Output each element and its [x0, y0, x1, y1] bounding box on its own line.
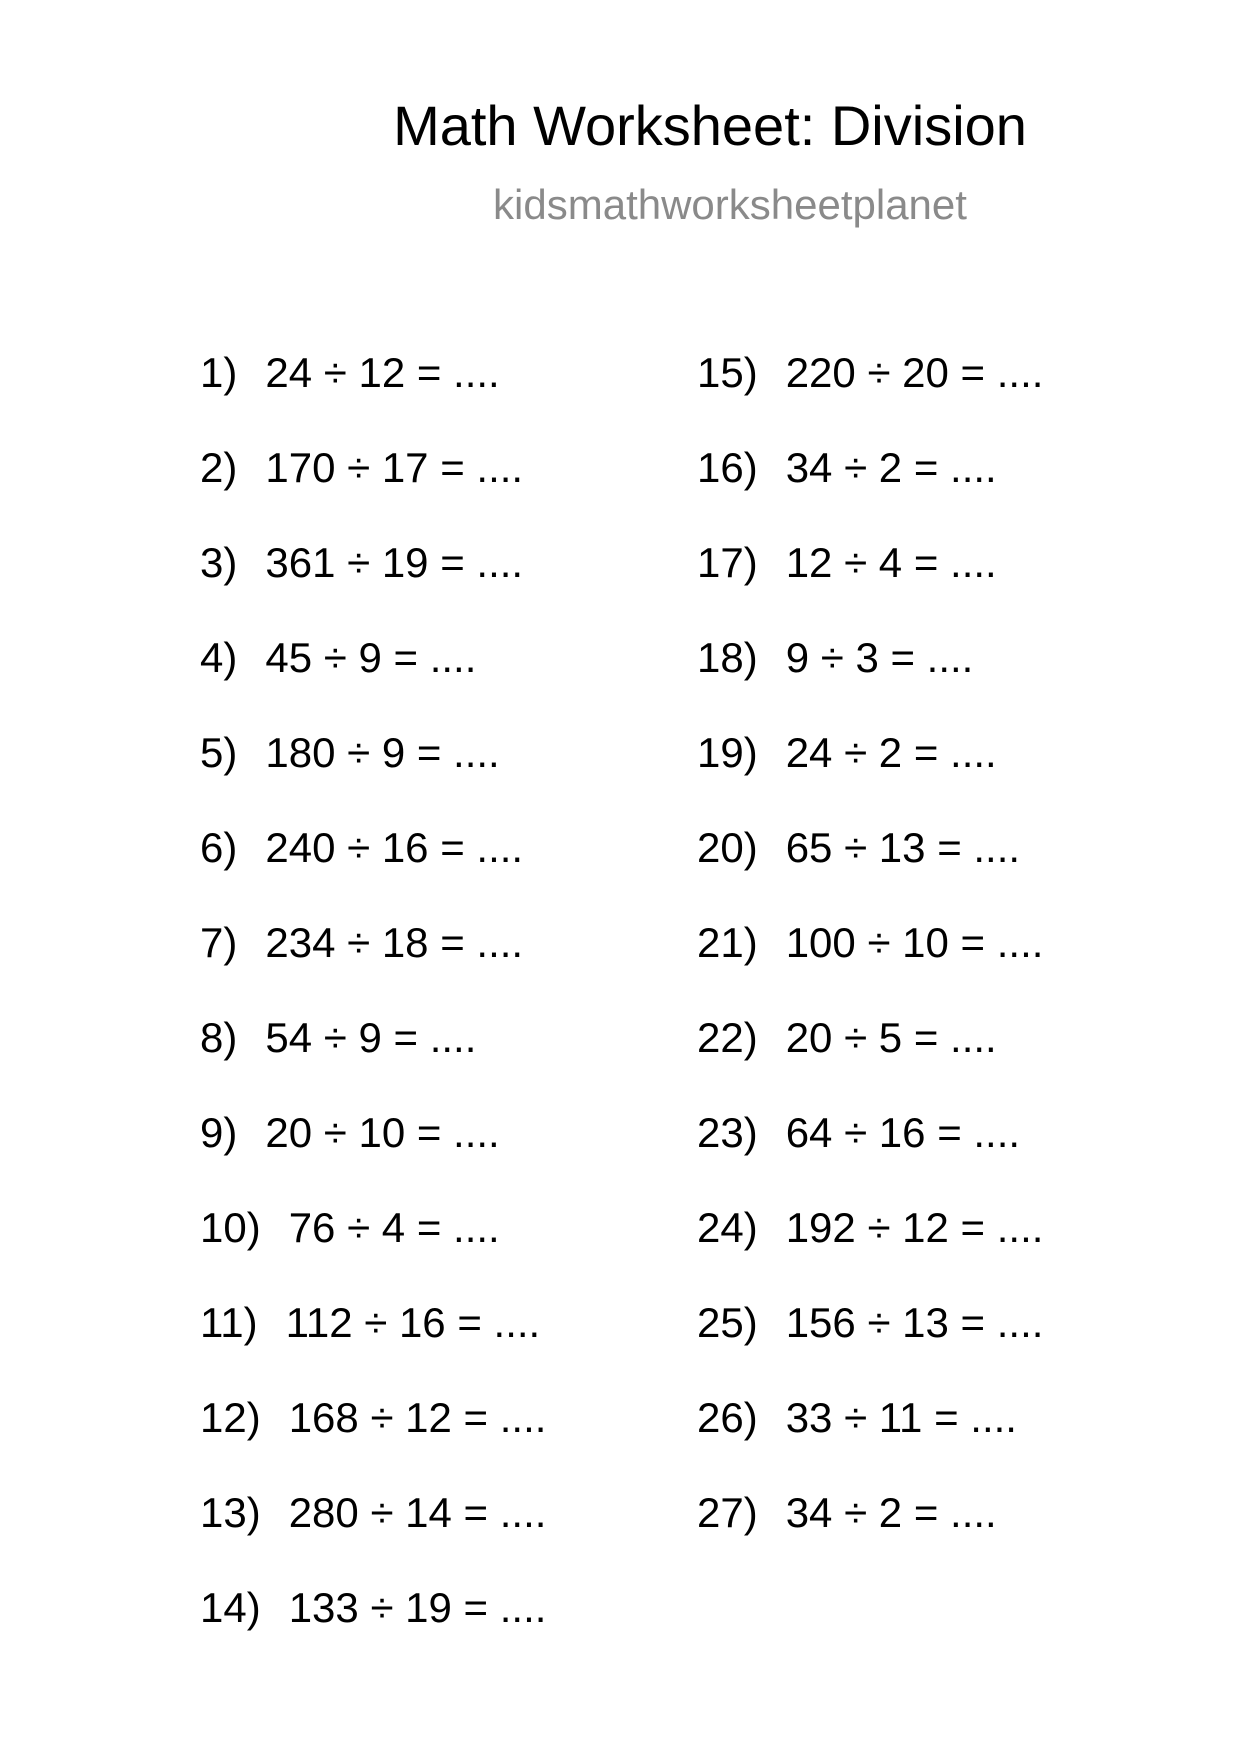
problem-number: 8) — [200, 1014, 238, 1061]
problem-expression: 20 ÷ 10 = .... — [265, 1109, 500, 1156]
problem-row — [697, 634, 1043, 732]
problem-expression: 170 ÷ 17 = .... — [265, 444, 524, 491]
problem-number: 4) — [200, 634, 238, 681]
problem-expression: 220 ÷ 20 = .... — [785, 349, 1044, 396]
problem-number: 6) — [200, 824, 238, 871]
problem-row — [697, 1394, 1043, 1492]
problem-expression: 156 ÷ 13 = .... — [785, 1299, 1044, 1346]
problem-expression: 9 ÷ 3 = .... — [785, 634, 974, 681]
problem-number: 25) — [697, 1299, 758, 1346]
problem-number: 11) — [200, 1299, 258, 1346]
problem-row — [200, 1489, 547, 1587]
problem-row — [697, 824, 1043, 922]
problem-row — [697, 919, 1044, 1017]
problem-expression: 100 ÷ 10 = .... — [785, 919, 1044, 966]
problem-expression: 180 ÷ 9 = .... — [265, 729, 500, 776]
problem-row — [697, 1204, 1044, 1302]
problem-expression: 64 ÷ 16 = .... — [785, 1109, 1021, 1156]
problem-row — [200, 1014, 546, 1112]
problem-expression: 12 ÷ 4 = .... — [785, 539, 997, 586]
problem-expression: 20 ÷ 5 = .... — [785, 1014, 997, 1061]
problem-number: 22) — [697, 1014, 758, 1061]
problem-number: 16) — [697, 444, 758, 491]
problem-expression: 240 ÷ 16 = .... — [265, 824, 524, 871]
problem-list-left — [200, 349, 547, 1682]
problem-row — [697, 1299, 1044, 1397]
problem-number: 14) — [200, 1584, 261, 1631]
problem-row — [200, 634, 546, 732]
problem-number: 27) — [697, 1489, 758, 1536]
problem-expression: 133 ÷ 19 = .... — [288, 1584, 547, 1631]
problem-expression: 24 ÷ 12 = .... — [265, 349, 500, 396]
problem-number: 10) — [200, 1204, 261, 1251]
problem-number: 23) — [697, 1109, 758, 1156]
problem-number: 26) — [697, 1394, 758, 1441]
problem-row — [200, 539, 546, 637]
problem-expression: 361 ÷ 19 = .... — [265, 539, 524, 586]
page-title: Math Worksheet: Division — [393, 94, 1027, 157]
problem-row — [697, 729, 1043, 827]
problem-number: 9) — [200, 1109, 238, 1156]
problem-expression: 168 ÷ 12 = .... — [288, 1394, 547, 1441]
problem-expression: 76 ÷ 4 = .... — [288, 1204, 500, 1251]
problem-expression: 54 ÷ 9 = .... — [265, 1014, 477, 1061]
problem-expression: 34 ÷ 2 = .... — [785, 1489, 997, 1536]
problem-row — [200, 919, 546, 1017]
problem-number: 7) — [200, 919, 238, 966]
problem-row — [697, 1109, 1043, 1207]
problem-list-right — [697, 349, 1044, 1587]
problem-number: 19) — [697, 729, 758, 776]
problem-number: 21) — [697, 919, 758, 966]
problem-number: 17) — [697, 539, 758, 586]
problem-number: 15) — [697, 349, 758, 396]
problem-row — [200, 1204, 546, 1302]
problem-number: 18) — [697, 634, 758, 681]
problem-number: 24) — [697, 1204, 758, 1251]
problem-row — [200, 824, 546, 922]
problem-expression: 280 ÷ 14 = .... — [288, 1489, 547, 1536]
problem-expression: 34 ÷ 2 = .... — [785, 444, 997, 491]
problem-expression: 24 ÷ 2 = .... — [785, 729, 997, 776]
problem-number: 2) — [200, 444, 238, 491]
problem-row — [697, 1014, 1043, 1112]
problem-expression: 65 ÷ 13 = .... — [785, 824, 1021, 871]
problem-number: 13) — [200, 1489, 261, 1536]
problem-number: 20) — [697, 824, 758, 871]
problem-expression: 112 ÷ 16 = .... — [285, 1299, 541, 1346]
problem-row — [697, 444, 1043, 542]
problem-number: 12) — [200, 1394, 261, 1441]
problem-row — [200, 349, 546, 447]
problem-expression: 45 ÷ 9 = .... — [265, 634, 477, 681]
problem-row — [200, 1394, 547, 1492]
problem-number: 3) — [200, 539, 238, 586]
problem-number: 1) — [200, 349, 238, 396]
problem-row — [200, 1109, 546, 1207]
problem-row — [697, 1489, 1043, 1587]
problem-row — [697, 539, 1043, 637]
problem-expression: 234 ÷ 18 = .... — [265, 919, 524, 966]
problem-row — [697, 349, 1044, 447]
problem-number: 5) — [200, 729, 238, 776]
problem-row — [200, 1299, 546, 1397]
problem-expression: 192 ÷ 12 = .... — [785, 1204, 1044, 1251]
problem-row — [200, 444, 546, 542]
problem-row — [200, 729, 546, 827]
problem-expression: 33 ÷ 11 = .... — [785, 1394, 1017, 1441]
problem-row — [200, 1584, 547, 1682]
page-subtitle: kidsmathworksheetplanet — [493, 181, 967, 228]
